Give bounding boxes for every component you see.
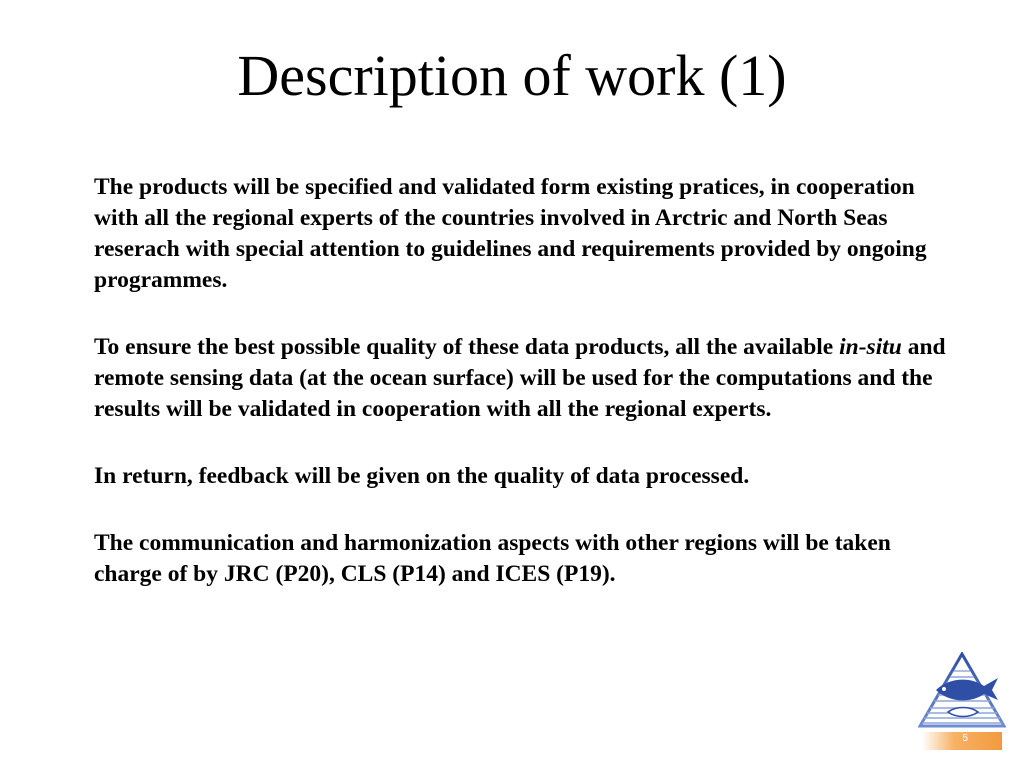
triangle-fish-logo-icon xyxy=(918,652,1006,728)
slide-title: Description of work (1) xyxy=(237,43,787,108)
paragraph-feedback: In return, feedback will be given on the quality of data processed. xyxy=(94,463,750,489)
paragraph-quality xyxy=(94,332,964,425)
paragraph-quality-end: and remote sensing data (at the ocean surface) will be used for the computations and the results will be validated in cooperation with all the regional experts. xyxy=(94,334,946,422)
paragraph-communication: The communication and harmonization aspects with other regions will be taken charge of by JRC (P20), CLS (P14) and ICES (P19). xyxy=(94,530,891,587)
slide-body xyxy=(94,172,964,626)
page-number: 5 xyxy=(962,733,968,744)
in-situ-emphasis: in-situ xyxy=(839,334,902,360)
paragraph-quality-start: To ensure the best possible quality of these data products, all the available xyxy=(94,334,840,360)
paragraph-products: The products will be specified and validated form existing pratices, in cooperation with all the regional experts of the countries involved in Arctric and North Seas reserach with special attention to guidelines and requirements provided by ongoing programmes. xyxy=(94,174,927,293)
page-number-bar xyxy=(922,732,1002,750)
